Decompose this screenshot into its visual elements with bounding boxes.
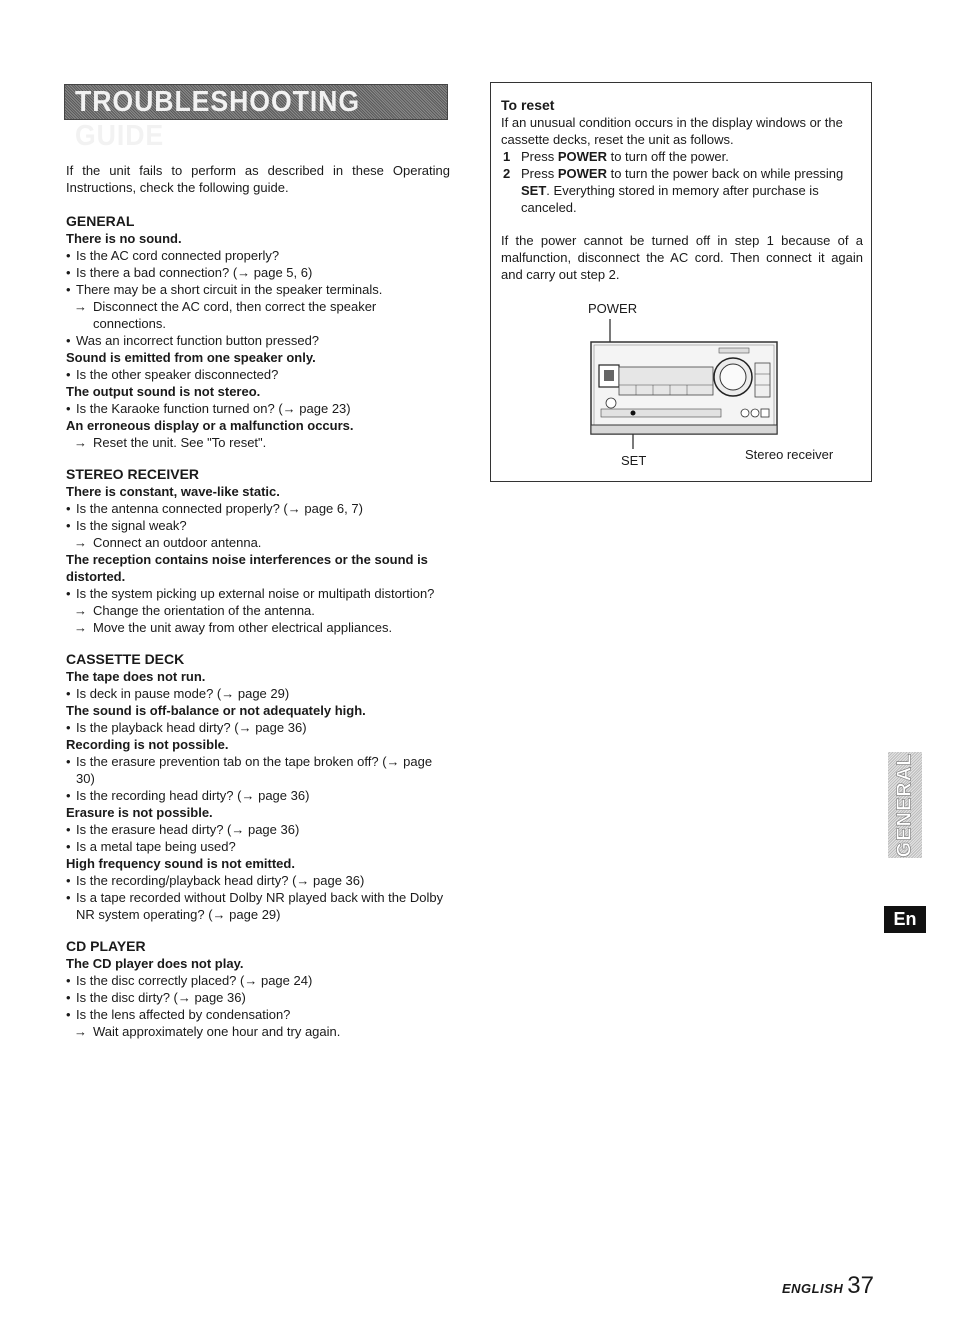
side-section-tab [888,752,922,858]
stereo-receiver-drawing [491,297,871,477]
check-item: • Is the playback head dirty? (→ page 36) [66,719,450,736]
page-number: 37 [847,1272,874,1299]
arrow-icon: → [74,603,87,618]
check-item: • Is the lens affected by condensation? [66,1006,450,1023]
check-item: • Is a tape recorded without Dolby NR played back with the Dolby NR system operating? (→ page 29) [66,889,450,923]
remedy-text: Change the orientation of the antenna. [93,603,315,618]
step-text: to turn the power back on while pressing [606,166,844,181]
section-title-cd: CD PLAYER [66,938,146,954]
title-banner [64,84,448,152]
check-item: • Is deck in pause mode? (→ page 29) [66,685,450,702]
reset-box [490,82,872,482]
reset-title: To reset [501,97,555,113]
section-title-general: GENERAL [66,213,135,229]
arrow-icon: → [74,620,87,635]
arrow-icon: → [74,435,87,450]
symptom-heading: There is no sound. [66,231,182,246]
reset-note: If the power cannot be turned off in step 1 because of a malfunction, disconnect the AC cord. Then connect it again and carry out step 2. [501,233,863,282]
arrow-icon: → [74,299,87,314]
page-footer [782,1272,874,1300]
remedy-item [66,298,450,332]
intro-paragraph: If the unit fails to perform as described in these Operating Instructions, check the following guide. [66,163,450,195]
step-text: Press [521,149,558,164]
symptom-heading: There is constant, wave-like static. [66,484,280,499]
arrow-icon: → [74,1024,87,1039]
check-item: • There may be a short circuit in the speaker terminals. [66,281,450,298]
device-label: Stereo receiver [745,447,834,462]
remedy-text: Connect an outdoor antenna. [93,535,262,550]
remedy-item [66,1023,450,1040]
check-item: • Is a metal tape being used? [66,838,450,855]
remedy-text: Disconnect the AC cord, then correct the speaker connections. [93,299,377,331]
symptom-heading: The reception contains noise interferences or the sound is distorted. [66,552,428,584]
step-text: to turn off the power. [606,149,729,164]
check-item: • Was an incorrect function button pressed? [66,332,450,349]
reset-step-1 [501,148,863,165]
check-item: • Is the erasure prevention tab on the tape broken off? (→ page 30) [66,753,450,787]
step-text: . Everything stored in memory after purchase is canceled. [521,183,819,215]
side-tab-label: GENERAL [893,752,916,858]
reset-step-2 [501,165,863,216]
set-label: SET [621,453,647,468]
check-item: • Is the other speaker disconnected? [66,366,450,383]
remedy-item [66,602,450,619]
power-key-label: POWER [557,166,607,181]
remedy-item [66,534,450,551]
remedy-text: Move the unit away from other electrical appliances. [93,620,393,635]
section-title-stereo: STEREO RECEIVER [66,466,200,482]
power-label: POWER [588,301,638,316]
symptom-heading: The output sound is not stereo. [66,384,261,399]
remedy-item [66,434,450,451]
check-item: • Is the erasure head dirty? (→ page 36) [66,821,450,838]
check-item: • Is the AC cord connected properly? [66,247,450,264]
remedy-text: Wait approximately one hour and try again. [93,1024,341,1039]
step-number: 1 [503,149,511,164]
section-cd-player [66,937,450,1040]
check-item: • Is there a bad connection? (→ page 5, 6) [66,264,450,281]
language-badge: En [884,906,926,933]
section-stereo-receiver [66,465,450,636]
symptom-heading: Recording is not possible. [66,737,229,752]
reset-intro: If an unusual condition occurs in the display windows or the cassette decks, reset the unit as follows. [501,115,843,147]
symptom-heading: An erroneous display or a malfunction occurs. [66,418,354,433]
step-number: 2 [503,166,511,181]
check-item: • Is the recording/playback head dirty? (→ page 36) [66,872,450,889]
section-title-cassette: CASSETTE DECK [66,651,185,667]
page-title: TROUBLESHOOTING GUIDE [75,86,361,152]
check-item: • Is the system picking up external noise or multipath distortion? [66,585,450,602]
check-item: • Is the Karaoke function turned on? (→ page 23) [66,400,450,417]
footer-language: ENGLISH [782,1281,844,1296]
symptom-heading: The CD player does not play. [66,956,244,971]
check-item: • Is the disc correctly placed? (→ page 24) [66,972,450,989]
step-text: Press [521,166,558,181]
symptom-heading: Erasure is not possible. [66,805,213,820]
check-item: • Is the antenna connected properly? (→ page 6, 7) [66,500,450,517]
check-item: • Is the signal weak? [66,517,450,534]
check-item: • Is the disc dirty? (→ page 36) [66,989,450,1006]
section-cassette-deck [66,650,450,923]
check-item: • Is the recording head dirty? (→ page 36) [66,787,450,804]
section-general [66,212,450,451]
reset-content [501,97,863,296]
symptom-heading: The sound is off-balance or not adequately high. [66,703,366,718]
power-key-label: POWER [557,149,607,164]
set-key-label: SET [521,183,547,198]
receiver-diagram [491,297,871,477]
remedy-item [66,619,450,636]
left-column [66,162,450,1054]
arrow-icon: → [74,535,87,550]
receiver-body-icon [591,342,777,434]
symptom-heading: Sound is emitted from one speaker only. [66,350,316,365]
symptom-heading: High frequency sound is not emitted. [66,856,295,871]
remedy-text: Reset the unit. See "To reset". [93,435,267,450]
symptom-heading: The tape does not run. [66,669,206,684]
